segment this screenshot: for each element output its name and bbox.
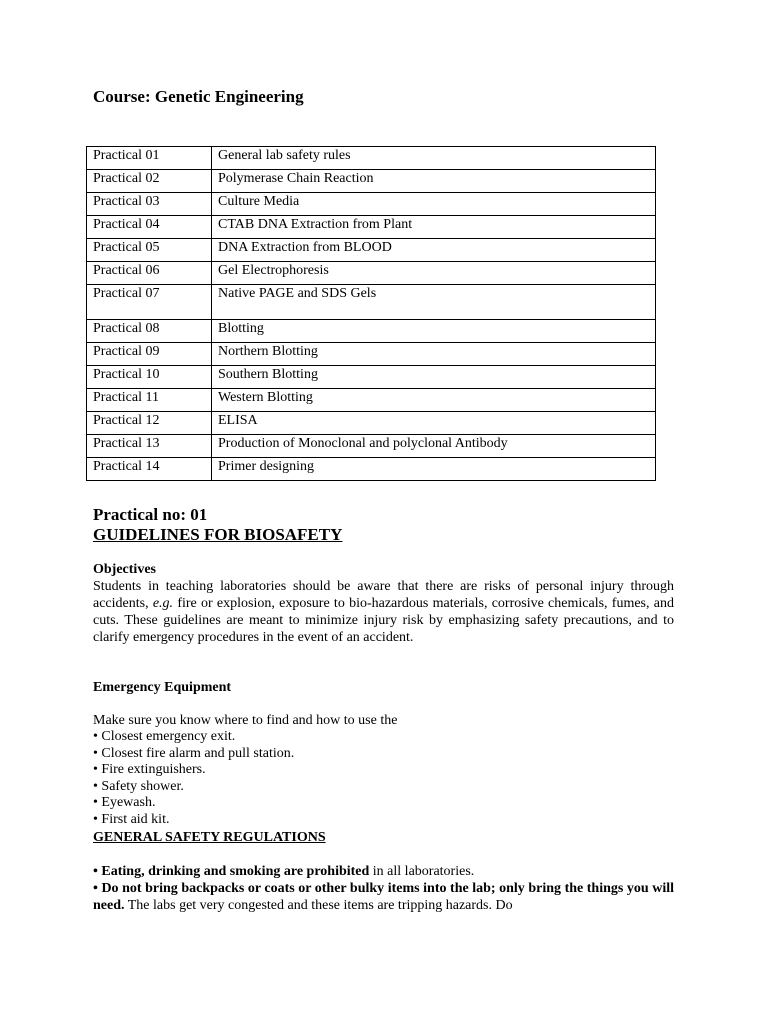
list-item: • Fire extinguishers. xyxy=(93,762,206,778)
list-item: • First aid kit. xyxy=(93,811,170,827)
section-heading: GUIDELINES FOR BIOSAFETY xyxy=(93,525,343,544)
practical-title-cell: Gel Electrophoresis xyxy=(212,262,656,285)
table-row xyxy=(87,320,656,343)
practical-title-cell: Northern Blotting xyxy=(212,343,656,366)
practical-number-cell: Practical 13 xyxy=(87,435,212,458)
general-safety-rules xyxy=(93,863,674,914)
practical-number-cell: Practical 14 xyxy=(87,458,212,481)
practicals-table-body xyxy=(87,147,656,481)
safety-rule-bold: • Do not bring backpacks or coats or other bulky items into the lab; only bring the things you will need. xyxy=(93,881,674,913)
objectives-text-part1: Students in teaching laboratories should be aware that there are risks of personal injury through accidents, xyxy=(93,579,674,611)
table-row xyxy=(87,239,656,262)
emergency-equipment-list xyxy=(93,729,294,829)
table-row xyxy=(87,193,656,216)
practical-number-cell: Practical 05 xyxy=(87,239,212,262)
practical-number-cell: Practical 11 xyxy=(87,389,212,412)
course-title: Course: Genetic Engineering xyxy=(93,87,304,106)
objectives-text xyxy=(93,578,674,646)
list-item: • Closest fire alarm and pull station. xyxy=(93,745,295,761)
objectives-text-part2: fire or explosion, exposure to bio-hazardous materials, corrosive chemicals, fumes, and cuts. These guidelines are meant to minimize injury risk by emphasizing safety precautions, and to clarify emergency procedures in the event of an accident. xyxy=(93,596,674,645)
practical-title-cell: Production of Monoclonal and polyclonal Antibody xyxy=(212,435,656,458)
objectives-heading: Objectives xyxy=(93,562,156,577)
practical-number-cell: Practical 12 xyxy=(87,412,212,435)
practical-title-cell: DNA Extraction from BLOOD xyxy=(212,239,656,262)
practical-number-cell: Practical 07 xyxy=(87,285,212,320)
safety-rule-text: The labs get very congested and these items are tripping hazards. Do xyxy=(124,898,513,913)
practical-number: Practical no: 01 xyxy=(93,505,208,524)
table-row xyxy=(87,147,656,170)
practical-number-cell: Practical 10 xyxy=(87,366,212,389)
objectives-text-example: e.g. xyxy=(152,596,174,611)
safety-rule-text: in all laboratories. xyxy=(369,864,475,879)
list-item: • Safety shower. xyxy=(93,778,184,794)
table-row xyxy=(87,412,656,435)
practical-number-cell: Practical 04 xyxy=(87,216,212,239)
practical-number-cell: Practical 08 xyxy=(87,320,212,343)
practical-title-cell: Blotting xyxy=(212,320,656,343)
table-row xyxy=(87,170,656,193)
table-row xyxy=(87,366,656,389)
practical-title-cell: ELISA xyxy=(212,412,656,435)
table-row xyxy=(87,343,656,366)
emergency-equipment-heading: Emergency Equipment xyxy=(93,680,232,695)
list-item: • Closest emergency exit. xyxy=(93,729,236,744)
table-row xyxy=(87,458,656,481)
practical-title-cell: General lab safety rules xyxy=(212,147,656,170)
practical-title-cell: Culture Media xyxy=(212,193,656,216)
practical-number-cell: Practical 06 xyxy=(87,262,212,285)
practical-title-cell: Primer designing xyxy=(212,458,656,481)
table-row xyxy=(87,262,656,285)
list-item: • Eyewash. xyxy=(93,795,156,811)
table-row xyxy=(87,435,656,458)
practical-number-cell: Practical 02 xyxy=(87,170,212,193)
table-row xyxy=(87,389,656,412)
table-row xyxy=(87,285,656,320)
practical-number-cell: Practical 01 xyxy=(87,147,212,170)
table-row xyxy=(87,216,656,239)
general-safety-heading: GENERAL SAFETY REGULATIONS xyxy=(93,830,326,845)
practical-number-cell: Practical 03 xyxy=(87,193,212,216)
practical-title-cell: Western Blotting xyxy=(212,389,656,412)
practical-title-cell: CTAB DNA Extraction from Plant xyxy=(212,216,656,239)
safety-rule-bold: • Eating, drinking and smoking are prohibited xyxy=(93,864,370,879)
practical-title-cell: Southern Blotting xyxy=(212,366,656,389)
practicals-table xyxy=(86,146,656,481)
emergency-equipment-intro: Make sure you know where to find and how to use the xyxy=(93,713,398,728)
practical-number-cell: Practical 09 xyxy=(87,343,212,366)
practical-title-cell: Polymerase Chain Reaction xyxy=(212,170,656,193)
safety-rule xyxy=(93,863,674,880)
practical-title-cell: Native PAGE and SDS Gels xyxy=(212,285,656,320)
safety-rule xyxy=(93,880,674,914)
